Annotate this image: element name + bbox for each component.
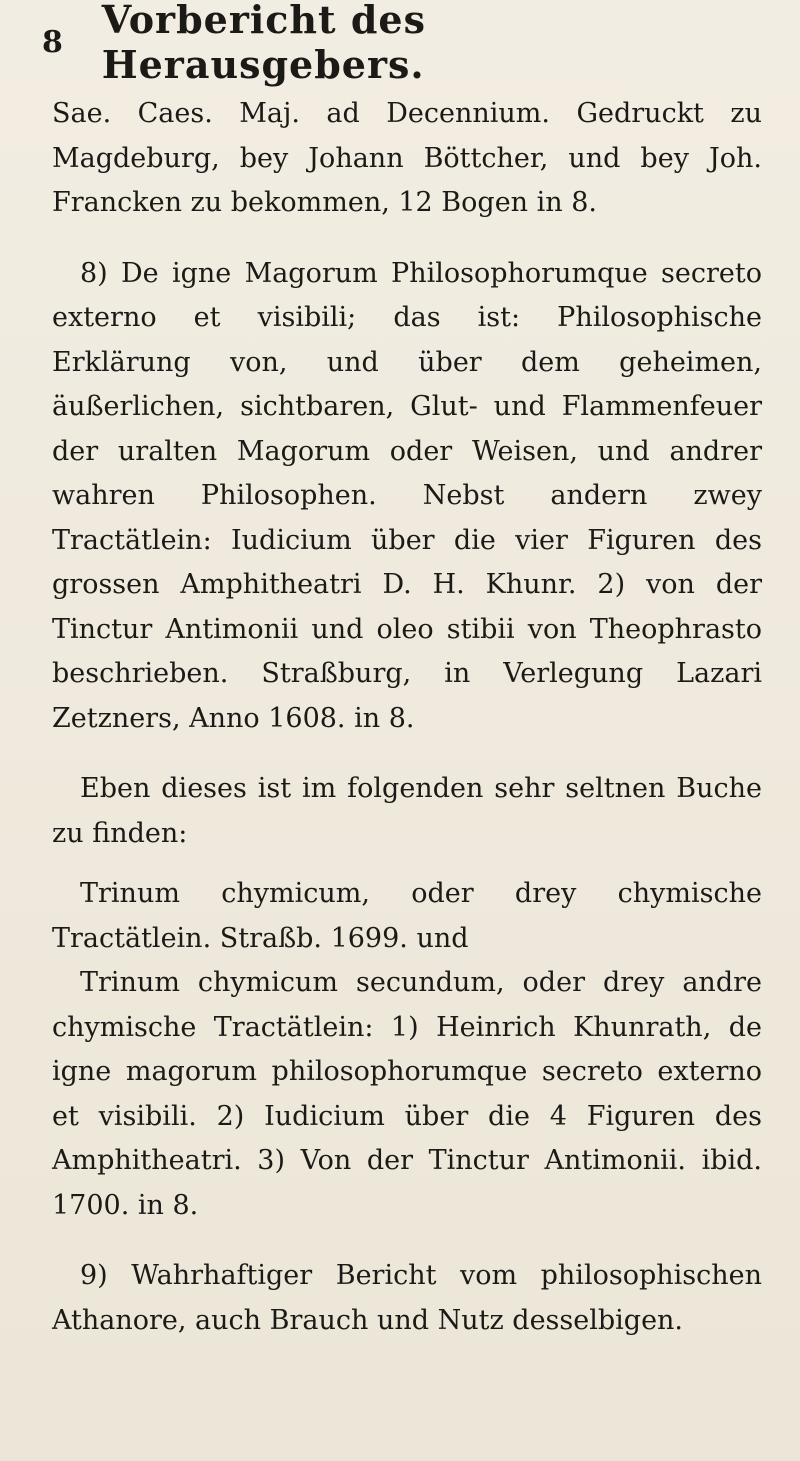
paragraph-note: Eben dieses ist im folgenden sehr seltnen Buche zu finden:	[52, 773, 762, 849]
paragraph-entry-8: 8) De igne Magorum Philosophorumque secreto externo et visibili; das ist: Philosophische Erklärung von, und über dem geheimen, äußerlichen, sichtbaren, Glut- und Flammenfeuer der uralten Magorum oder Weisen, und andrer wahren Philosophen. Nebst andern zwey Tractätlein: Iudicium über die vier Figuren des grossen Amphitheatri D. H. Khunr. 2) von der Tinctur Antimonii und oleo stibii von Theophrasto beschrieben. Straßburg, in Verlegung Lazari Zetzners, Anno 1608. in 8.	[52, 257, 762, 734]
paragraph-trinum-2: Trinum chymicum secundum, oder drey andre chymische Tractätlein: 1) Heinrich Khunrath, de igne magorum philosophorumque secreto externo et visibili. 2) Iudicium über die 4 Figuren des Amphitheatri. 3) Von der Tinctur Antimonii. ibid. 1700. in 8.	[52, 967, 762, 1221]
body-text	[52, 92, 762, 1343]
paragraph-continuation: Sae. Caes. Maj. ad Decennium. Gedruckt zu Magdeburg, bey Johann Böttcher, und bey Joh. Francken zu bekommen, 12 Bogen in 8.	[52, 98, 762, 218]
paragraph-trinum-1: Trinum chymicum, oder drey chymische Tractätlein. Straßb. 1699. und	[52, 878, 762, 954]
page-number: 8	[42, 24, 63, 60]
running-head	[42, 0, 760, 87]
running-title: Vorbericht des Herausgebers.	[101, 0, 426, 87]
paragraph-entry-9: 9) Wahrhaftiger Bericht vom philosophischen Athanore, auch Brauch und Nutz desselbigen.	[52, 1260, 762, 1336]
